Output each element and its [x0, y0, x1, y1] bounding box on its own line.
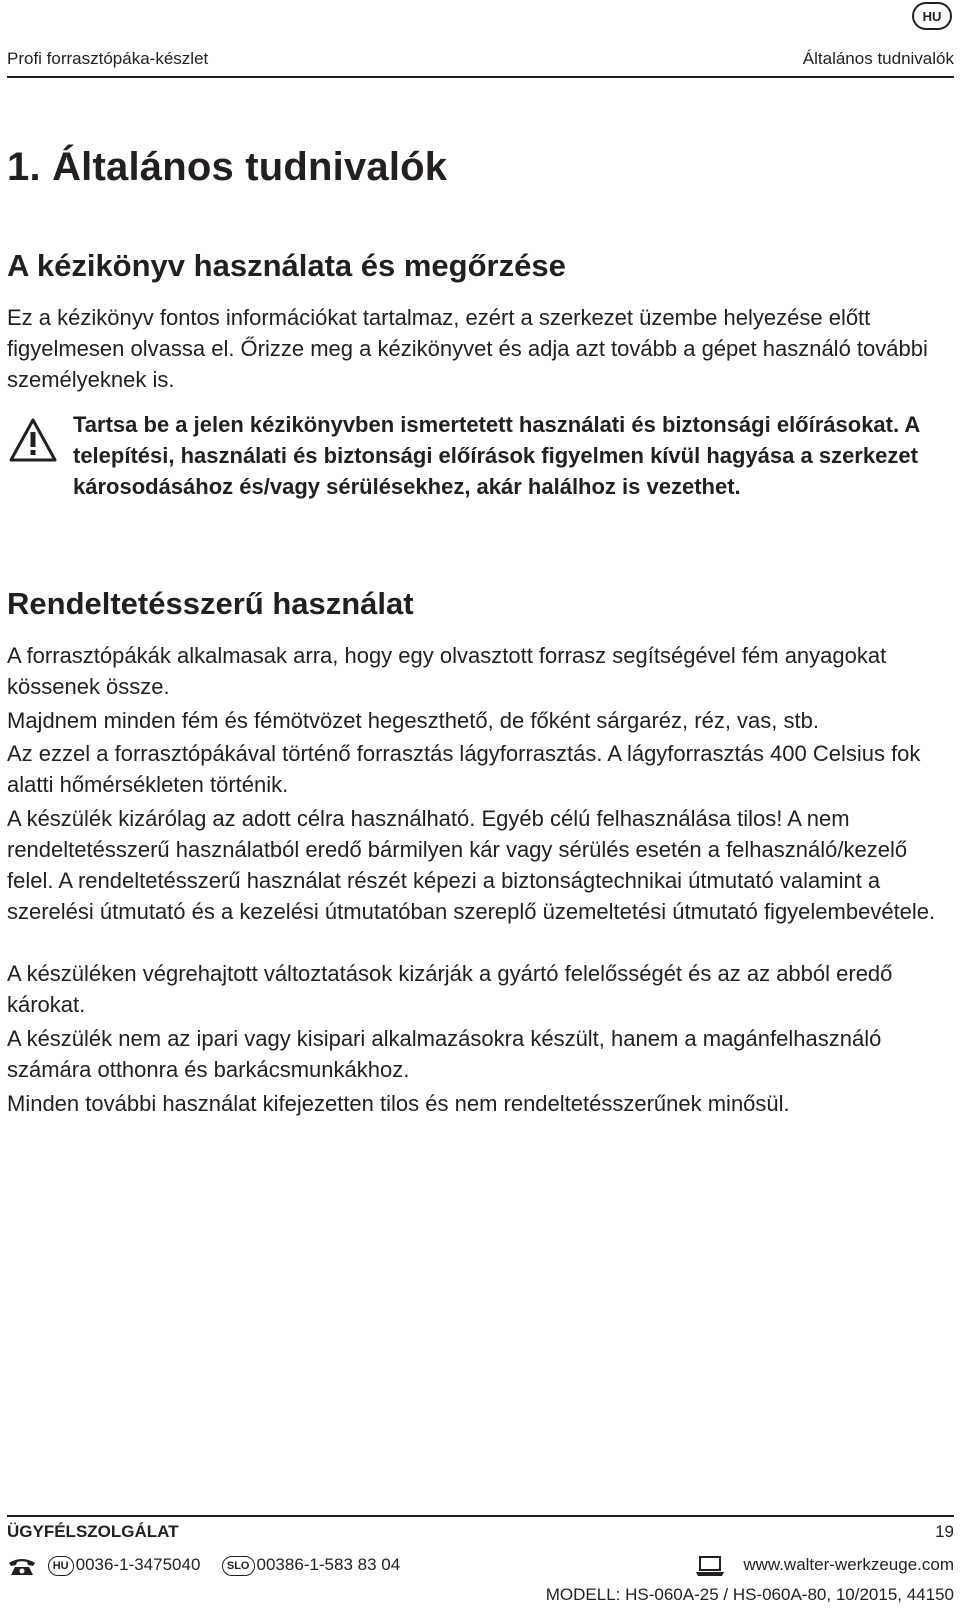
customer-service-label: ÜGYFÉLSZOLGÁLAT — [7, 1522, 179, 1541]
website-link[interactable]: www.walter-werkzeuge.com — [743, 1555, 954, 1574]
intended-use-paragraph: A forrasztópákák alkalmasak arra, hogy egy olvasztott forrasz segítségével fém anyagokat kössenek össze. — [7, 643, 887, 699]
header-product-title: Profi forrasztópáka-készlet — [7, 49, 209, 68]
section-heading-manual: A kézikönyv használata és megőrzése — [7, 248, 566, 283]
chapter-title: 1. Általános tudnivalók — [7, 145, 448, 189]
slo-country-badge: SLO — [222, 1556, 255, 1576]
language-badge: HU — [912, 2, 952, 30]
footer-website — [695, 1554, 954, 1577]
footer-divider — [7, 1515, 954, 1517]
intended-use-paragraph: A készüléken végrehajtott változtatások kizárják a gyártó felelősségét és az az abból eredő károkat. — [7, 961, 893, 1017]
header-section-title: Általános tudnivalók — [802, 49, 954, 68]
intended-use-paragraph: Az ezzel a forrasztópákával történő forrasztás lágyforrasztás. A lágyforrasztás 400 Celsius fok alatti hőmérsékleten történik. — [7, 741, 921, 797]
model-info: MODELL: HS-060A-25 / HS-060A-80, 10/2015, 44150 — [545, 1585, 954, 1604]
manual-paragraph: Ez a kézikönyv fontos információkat tartalmaz, ezért a szerkezet üzembe helyezése előtt figyelmesen olvassa el. Őrizze meg a kézikönyvet és adja azt tovább a gépet használó további személyeknek is. — [7, 305, 928, 392]
hu-phone-number: 0036-1-3475040 — [75, 1555, 201, 1574]
footer-contacts — [7, 1554, 400, 1576]
intended-use-paragraph: Majdnem minden fém és fémötvözet hegeszthető, de főként sárgaréz, réz, vas, stb. — [7, 708, 819, 733]
intended-use-paragraph: Minden további használat kifejezetten tilos és nem rendeltetésszerűnek minősül. — [7, 1091, 790, 1116]
hu-country-badge: HU — [48, 1556, 74, 1576]
laptop-icon — [695, 1555, 725, 1577]
intended-use-paragraph: A készülék nem az ipari vagy kisipari alkalmazásokra készült, hanem a magánfelhasználó számára otthonra és barkácsmunkákhoz. — [7, 1026, 882, 1082]
slo-phone-number: 00386-1-583 83 04 — [256, 1555, 401, 1574]
telephone-icon — [7, 1556, 37, 1576]
warning-triangle-icon — [9, 417, 57, 463]
safety-warning-text: Tartsa be a jelen kézikönyvben ismertetett használati és biztonsági előírásokat. A telepítési, használati és biztonsági előírások figyelmen kívül hagyása a szerkezet károsodásához és/vagy sérülésekhez, akár halálhoz is vezethet. — [73, 412, 920, 499]
intended-use-paragraph: A készülék kizárólag az adott célra használható. Egyéb célú felhasználása tilos! A nem rendeltetésszerű használatból eredő bármilyen kár vagy sérülés esetén a felhasználó/kezelő felel. A rendeltetésszerű használat részét képezi a biztonságtechnikai útmutató valamint a szerelési útmutató és a kezelési útmutatóban szereplő üzemeltetési útmutató figyelembevétele. — [7, 806, 936, 924]
page-header — [7, 49, 954, 78]
section-heading-intended-use: Rendeltetésszerű használat — [7, 586, 414, 621]
page-number: 19 — [935, 1522, 954, 1541]
